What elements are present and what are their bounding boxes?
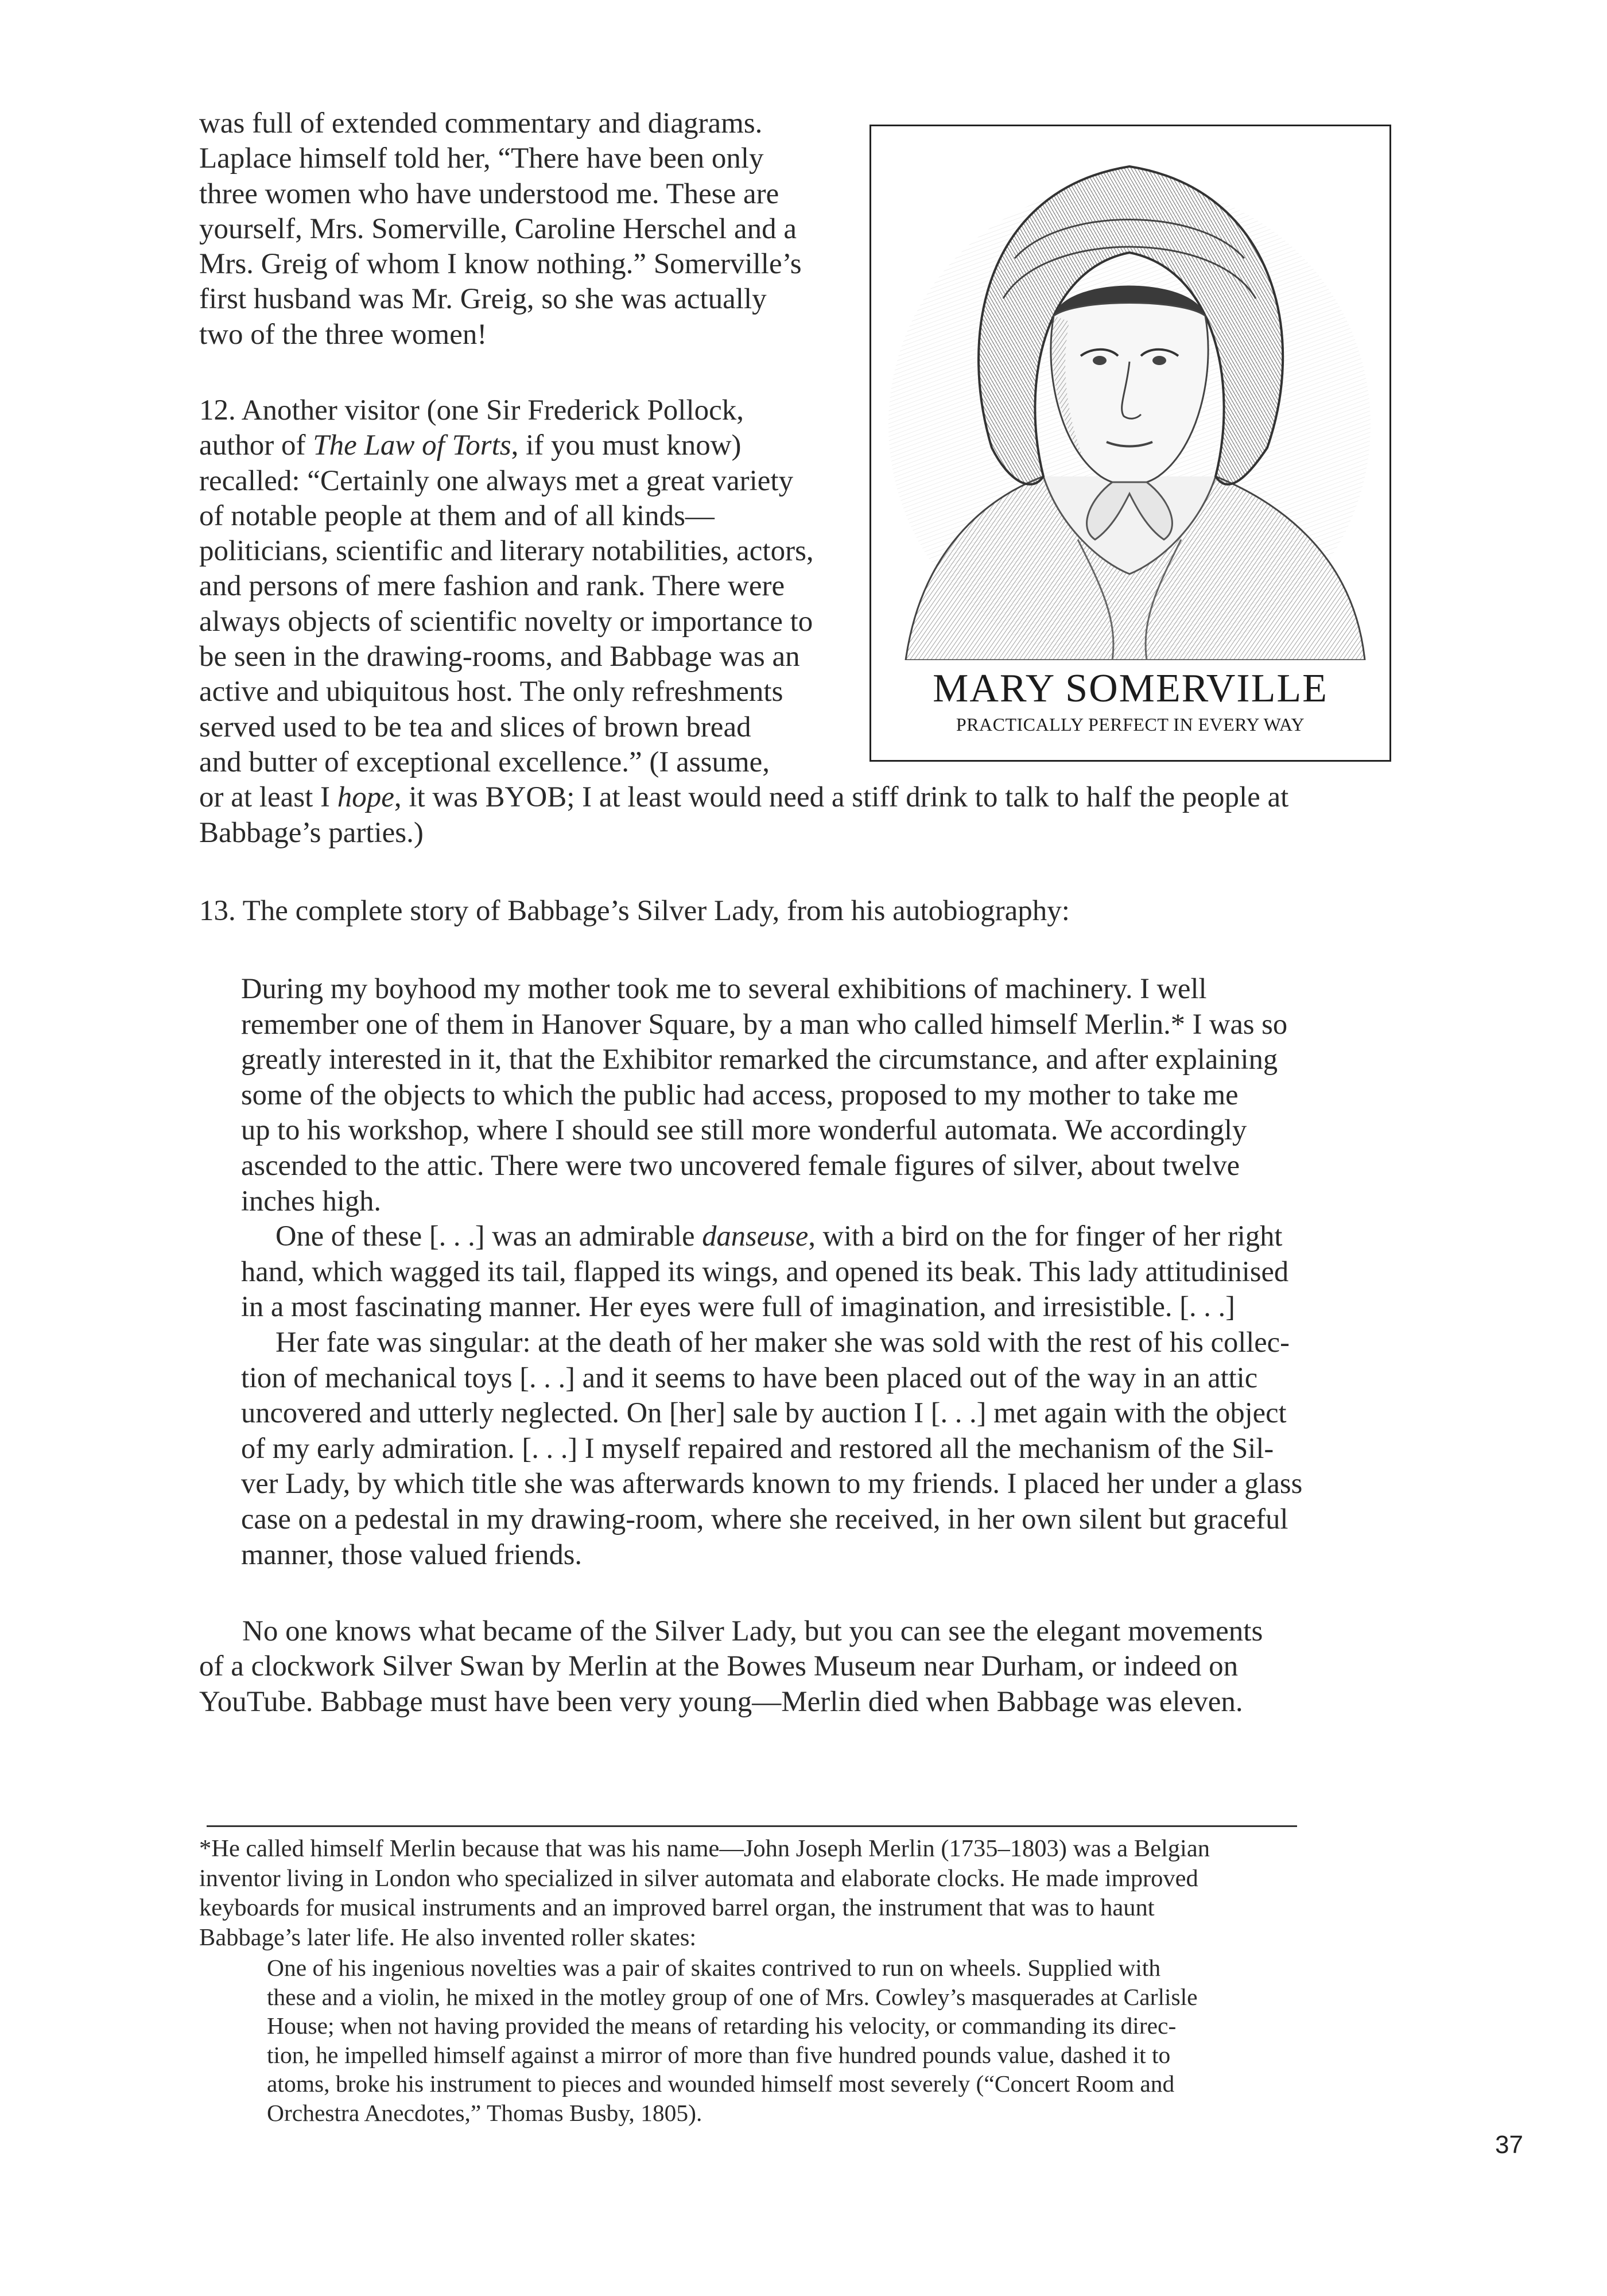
emphasis: danseuse bbox=[702, 1220, 809, 1252]
text-run: , with a bird on the for finger of her right bbox=[808, 1220, 1283, 1252]
text-run: , it was BYOB; I at least would need a stiff drink to talk to half the people at bbox=[394, 781, 1289, 814]
text-line: House; when not having provided the means of retarding his velocity, or commanding its direc- bbox=[267, 2012, 1177, 2039]
text-line: hand, which wagged its tail, flapped its wings, and opened its beak. This lady attitudinised bbox=[241, 1255, 1289, 1287]
text-line: greatly interested in it, that the Exhibitor remarked the circumstance, and after explaining bbox=[241, 1043, 1278, 1076]
text-line: yourself, Mrs. Somerville, Caroline Herschel and a bbox=[199, 212, 797, 245]
text-line: Babbage’s parties.) bbox=[199, 816, 424, 849]
text-line: of notable people at them and of all kinds— bbox=[199, 499, 715, 532]
text-run: One of these [. . .] was an admirable bbox=[275, 1220, 702, 1252]
text-line: manner, those valued friends. bbox=[241, 1538, 582, 1570]
text-line: was full of extended commentary and diagrams. bbox=[199, 107, 763, 139]
text-line: inches high. bbox=[241, 1184, 382, 1217]
text-line bbox=[199, 780, 1288, 815]
text-line: *He called himself Merlin because that was his name—John Joseph Merlin (1735–1803) was a Belgian bbox=[199, 1835, 1210, 1862]
text-line: inventor living in London who specialized in silver automata and elaborate clocks. He made improved bbox=[199, 1864, 1198, 1892]
text-line: No one knows what became of the Silver Lady, but you can see the elegant movements bbox=[242, 1615, 1263, 1647]
block-quote bbox=[241, 971, 1302, 1572]
text-line: up to his workshop, where I should see still more wonderful automata. We accordingly bbox=[241, 1114, 1247, 1146]
text-line: served used to be tea and slices of brown bread bbox=[199, 711, 751, 743]
book-title: The Law of Torts bbox=[313, 429, 511, 462]
text-line: in a most fascinating manner. Her eyes were full of imagination, and irresistible. [. . .] bbox=[241, 1290, 1235, 1323]
emphasis: hope bbox=[337, 781, 394, 814]
text-line: be seen in the drawing-rooms, and Babbage was an bbox=[199, 641, 800, 673]
text-run: , if you must know) bbox=[511, 429, 742, 462]
text-line: two of the three women! bbox=[199, 318, 487, 351]
text-line: YouTube. Babbage must have been very young—Merlin died when Babbage was eleven. bbox=[199, 1685, 1243, 1718]
text-line: of my early admiration. [. . .] I myself repaired and restored all the mechanism of the Sil- bbox=[241, 1432, 1274, 1464]
text-line: some of the objects to which the public had access, proposed to my mother to take me bbox=[241, 1078, 1239, 1111]
portrait-engraving bbox=[871, 126, 1389, 660]
text-line: first husband was Mr. Greig, so she was actually bbox=[199, 283, 767, 316]
text-line: tion, he impelled himself against a mirror of more than five hundred pounds value, dashed it to bbox=[267, 2041, 1171, 2068]
text-line bbox=[241, 1219, 1302, 1254]
text-line: and persons of mere fashion and rank. There were bbox=[199, 570, 785, 603]
text-line: tion of mechanical toys [. . .] and it seems to have been placed out of the way in an attic bbox=[241, 1361, 1258, 1394]
text-line: always objects of scientific novelty or importance to bbox=[199, 605, 813, 638]
text-line: these and a violin, he mixed in the motley group of one of Mrs. Cowley’s masquerades at Carlisle bbox=[267, 1983, 1198, 2010]
text-line: and butter of exceptional excellence.” (I assume, bbox=[199, 746, 770, 778]
text-line: ascended to the attic. There were two uncovered female figures of silver, about twelve bbox=[241, 1149, 1240, 1181]
text-run: author of bbox=[199, 429, 313, 462]
text-line: politicians, scientific and literary notabilities, actors, bbox=[199, 535, 814, 568]
text-line: case on a pedestal in my drawing-room, where she received, in her own silent but graceful bbox=[241, 1502, 1288, 1535]
portrait-figure bbox=[870, 125, 1391, 762]
text-line: uncovered and utterly neglected. On [her] sale by auction I [. . .] met again with the object bbox=[241, 1397, 1287, 1429]
text-line: remember one of them in Hanover Square, by a man who called himself Merlin.* I was so bbox=[241, 1007, 1288, 1040]
text-line: atoms, broke his instrument to pieces and wounded himself most severely (“Concert Room and bbox=[267, 2070, 1175, 2097]
text-line: Her fate was singular: at the death of her maker she was sold with the rest of his collec- bbox=[275, 1325, 1290, 1358]
footnote-quote bbox=[267, 1953, 1198, 2128]
footnote bbox=[199, 1834, 1210, 1952]
footnote-rule bbox=[207, 1825, 1297, 1827]
text-line: active and ubiquitous host. The only refreshments bbox=[199, 676, 783, 708]
portrait-caption bbox=[871, 666, 1389, 737]
closing-paragraph bbox=[199, 1614, 1263, 1720]
portrait-name: MARY SOMERVILLE bbox=[933, 666, 1328, 711]
text-line: Mrs. Greig of whom I know nothing.” Somerville’s bbox=[199, 248, 802, 281]
text-line: One of his ingenious novelties was a pair of skaites contrived to run on wheels. Supplied with bbox=[267, 1954, 1161, 1981]
text-line: During my boyhood my mother took me to several exhibitions of machinery. I well bbox=[241, 972, 1207, 1004]
text-line: of a clockwork Silver Swan by Merlin at the Bowes Museum near Durham, or indeed on bbox=[199, 1650, 1239, 1683]
text-line: 12. Another visitor (one Sir Frederick Pollock, bbox=[199, 394, 744, 426]
note-13-intro bbox=[199, 894, 1070, 929]
text-line: 13. The complete story of Babbage’s Silver Lady, from his autobiography: bbox=[199, 895, 1070, 927]
text-line: keyboards for musical instruments and an improved barrel organ, the instrument that was to haunt bbox=[199, 1894, 1155, 1921]
text-line: recalled: “Certainly one always met a great variety bbox=[199, 464, 794, 497]
top-paragraph bbox=[199, 106, 802, 352]
text-line: three women who have understood me. These are bbox=[199, 177, 779, 210]
text-run: or at least I bbox=[199, 781, 337, 814]
text-line: Babbage’s later life. He also invented roller skates: bbox=[199, 1923, 697, 1951]
text-line: ver Lady, by which title she was afterwards known to my friends. I placed her under a glass bbox=[241, 1467, 1303, 1500]
text-line: Orchestra Anecdotes,” Thomas Busby, 1805). bbox=[267, 2099, 702, 2126]
page-number: 37 bbox=[1495, 2131, 1523, 2159]
portrait-subtitle: PRACTICALLY PERFECT IN EVERY WAY bbox=[956, 714, 1305, 735]
text-line: Laplace himself told her, “There have been only bbox=[199, 142, 764, 175]
